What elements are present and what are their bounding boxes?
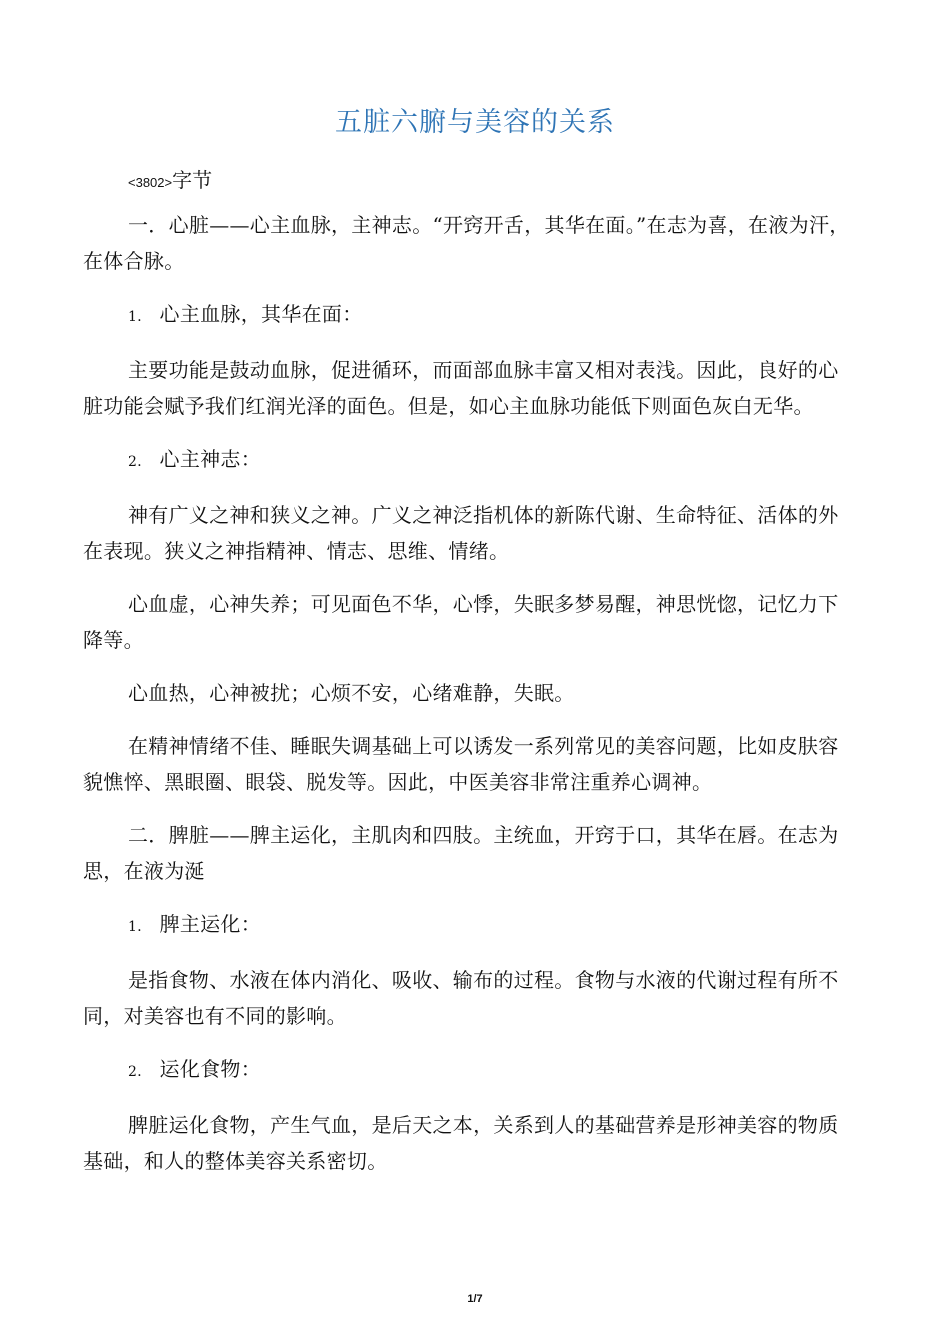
item-text: 运化食物： xyxy=(159,1057,262,1081)
item-number: 1． xyxy=(128,309,152,325)
document-body xyxy=(83,207,853,1196)
item-text: 心主血脉，其华在面： xyxy=(159,302,363,326)
numbered-heading xyxy=(83,906,853,945)
page-number: 1/7 xyxy=(467,1293,483,1305)
numbered-heading xyxy=(83,441,853,480)
item-number: 1． xyxy=(128,919,152,935)
char-unit: 字节 xyxy=(172,168,213,192)
paragraph: 二．脾脏——脾主运化，主肌肉和四肢。主统血，开窍于口，其华在唇。在志为思，在液为涎 xyxy=(83,823,839,883)
item-text: 脾主运化： xyxy=(159,912,262,936)
numbered-heading xyxy=(83,1051,853,1090)
item-text: 心主神志： xyxy=(159,447,262,471)
paragraph: 心血热，心神被扰；心烦不安，心绪难静，失眠。 xyxy=(128,681,575,705)
char-count: <3802> xyxy=(128,175,173,190)
item-number: 2． xyxy=(128,454,152,470)
item-number: 2． xyxy=(128,1064,152,1080)
paragraph: 神有广义之神和狭义之神。广义之神泛指机体的新陈代谢、生命特征、活体的外在表现。狭义之神指精神、情志、思维、情绪。 xyxy=(83,503,839,563)
paragraph: 在精神情绪不佳、睡眠失调基础上可以诱发一系列常见的美容问题，比如皮肤容貌憔悴、黑眼圈、眼袋、脱发等。因此，中医美容非常注重养心调神。 xyxy=(83,734,839,794)
numbered-heading xyxy=(83,296,853,335)
document-title: 五脏六腑与美容的关系 xyxy=(335,107,615,138)
paragraph: 心血虚，心神失养；可见面色不华，心悸，失眠多梦易醒，神思恍惚，记忆力下降等。 xyxy=(83,592,839,652)
char-count-line xyxy=(128,164,212,193)
paragraph: 主要功能是鼓动血脉，促进循环，而面部血脉丰富又相对表浅。因此，良好的心脏功能会赋予我们红润光泽的面色。但是，如心主血脉功能低下则面色灰白无华。 xyxy=(83,358,839,418)
paragraph: 脾脏运化食物，产生气血，是后天之本，关系到人的基础营养是形神美容的物质基础，和人的整体美容关系密切。 xyxy=(83,1113,839,1173)
paragraph: 是指食物、水液在体内消化、吸收、输布的过程。食物与水液的代谢过程有所不同，对美容也有不同的影响。 xyxy=(83,968,839,1028)
paragraph: 一．心脏——心主血脉，主神志。“开窍开舌，其华在面。”在志为喜，在液为汗，在体合脉。 xyxy=(83,213,850,273)
